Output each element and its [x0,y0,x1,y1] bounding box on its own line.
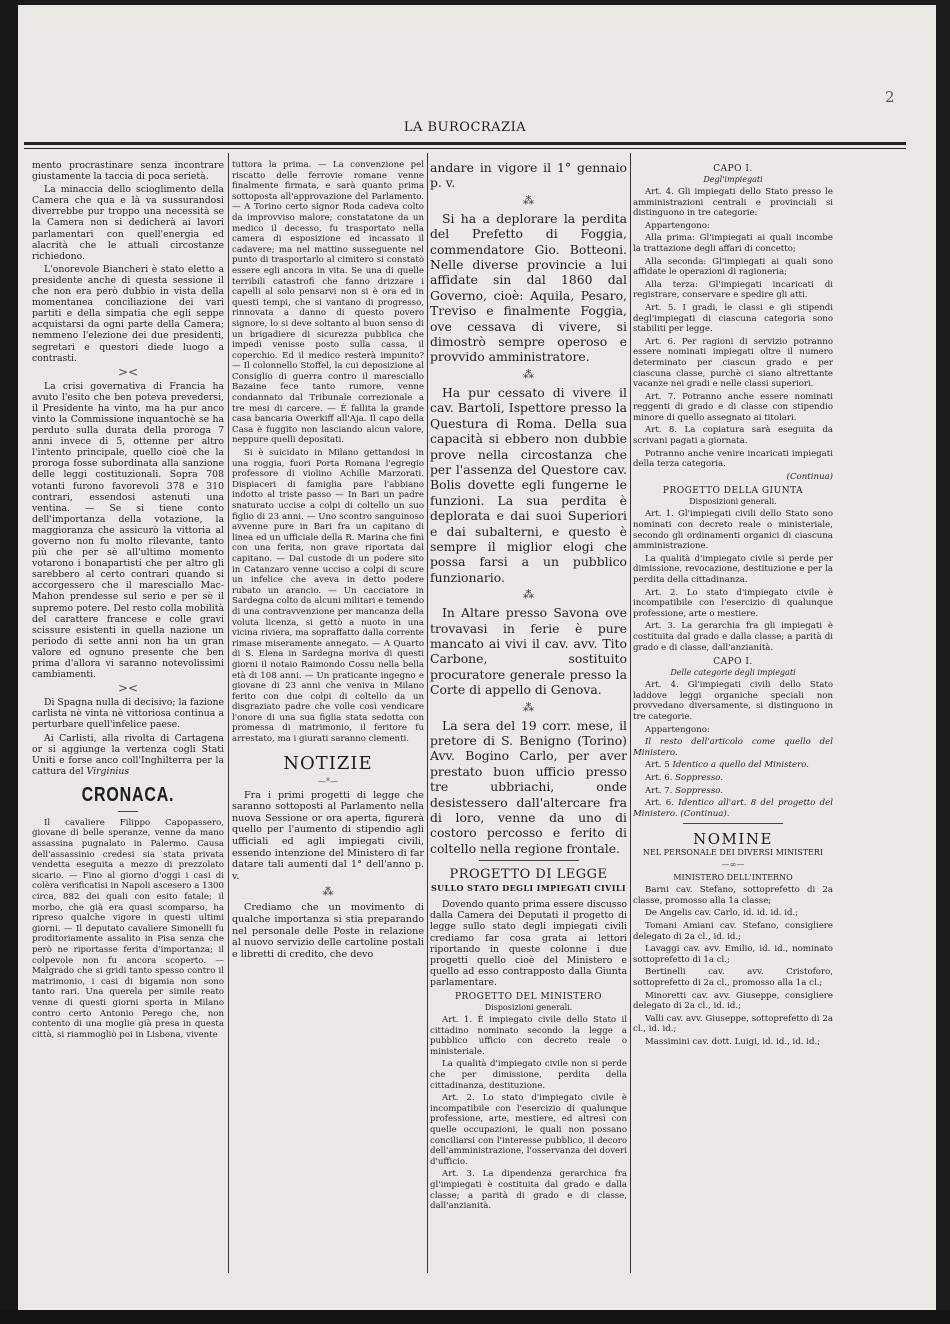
paragraph: Si è suicidato in Milano gettandosi in una roggia, fuori Porta Romana l'egregio professore di violino Achille Marzorati. Dispiaceri di famiglia pare l'abbiano indotto al triste passo — In Bari un padre snaturato uccise a colpi di coltello un suo figlio di 23 anni. — Uno scontro sanguinoso avvenne pure in Bari fra un capitano di linea ed un ufficiale della R. Marina che finì con una ferita, non grave riportata dal capitano. — Dal custode di un podere sito in Catanzaro venne ucciso a colpi di scure un infelice che aveva in detto podere rubato un arancio. — Un cacciatore in Sardegna colto da alcuni militari e temendo di una contravvenzione per mancanza della voluta licenza, si gettò a nuoto in una vicina riviera, ma sopraffatto dalla corrente rimase miseramente annegato. — A Quarto di S. Elena in Sardegna moriva di questi giorni il notaio Raimondo Cossu nella bella età di 108 anni. — Un praticante ingegno e giovane di 23 anni che veniva in Milano ferito con due colpi di coltello da un disgraziato padre che volle così vendicare l'onore di una sua figlia stata sedotta con promessa di matrimonio, il feritore fu arrestato, ma i giurati saranno clementi. [232,448,424,745]
article-note: Soppresso. [675,785,724,796]
scan-border-bottom [0,1310,950,1324]
paragraph: In Altare presso Savona ove trovavasi in ferie è pure mancato ai vivi il cav. avv. Tito Carbone, sostituito procuratore generale presso la Corte di appello di Genova. [430,605,627,698]
article: Il resto dell'articolo come quello del Ministero. [633,737,833,758]
appointment-entry: Minoretti cav. avv. Giuseppe, consigliere delegato di 2a cl., id. id.; [633,990,833,1012]
appointment-entry: Barni cav. Stefano, sottoprefetto di 2a classe, promosso alla 1a classe; [633,885,833,906]
section-title-nomine: NOMINE [693,830,773,849]
ornament-rule [118,811,138,812]
column-separator [228,153,229,1273]
scan-border-right [936,0,950,1324]
article-number: Art. 7. [645,785,673,796]
paragraph: La crisi governativa di Francia ha avuto l'esito che ben poteva prevedersi, il Presidente ha vinto, ma ha pur anco vinto la Commissione inquantochè se ha perduto sulla durata della proroga 7 anni invece di 5, ottenne per altro l'intento principale, quello cioè che la proroga fosse subordinata alla sanzione delle leggi costituzionali. Sopra 708 votanti furono favorevoli 378 e 310 contrari, essendosi astenuti una ventina. — Se si tiene conto dell'importanza della votazione, la maggioranza che assicurò la vittoria al governo non fu molto rilevante, tanto più che per sè all'ultimo momento votarono i bonapartisti che per altro gli sarebbero al certo contrari quando si accorgessero che il maresciallo Mac-Mahon prendesse sul serio e per sè il supremo potere. Del resto colla mobilità del carattere francese e colle gravi scissure esistenti in quella nazione un periodo di sette anni non ha un gran valore ed ognuno presente che ben prima d'allora vi saranno notevolissimi cambiamenti. [32,380,224,681]
paragraph: andare in vigore il 1° gennaio p. v. [430,160,627,191]
scan-border-left [0,0,18,1324]
column-3 [430,160,627,1214]
column-2 [232,160,424,962]
continued-note: (Continua). [680,808,730,819]
paragraph [32,733,224,777]
appointment-entry: Valli cav. avv. Giuseppe, sottoprefetto di 2a cl., id. id.; [633,1013,833,1035]
ministry-project-title: PROGETTO DEL MINISTERO [454,992,603,1002]
article: Art. 6. Per ragioni di servizio potranno essere nominati impiegati oltre il numero determinato per ciascun grado e per ciascuna classe, purchè ci siano altrettante vacanze nei gradi e nelle classi superiori. [633,336,833,390]
appointment-entry: Bertinelli cav. avv. Cristoforo, sottoprefetto di 2a cl., promosso alla 1a cl.; [633,967,833,989]
article-note: Identico a quello del Ministero. [672,760,809,771]
article: Potranno anche venire incaricati impiegati della terza categoria. [633,448,833,470]
article: Art. 3. La gerarchia fra gli impiegati è costituita dal grado e dalla classe; a parità di grado e di classe, dall'anzianità. [633,621,833,653]
asterism: ⁂ [523,367,534,381]
article: Art. 5. I gradi, le classi e gli stipendi degl'impiegati di ciascuna categoria sono stabiliti per legge. [633,302,833,335]
paragraph: Il cavaliere Filippo Capopassero, giovane di belle speranze, venne da mano assassina pugnalato in Palermo. Causa dell'assassinio credesi sia stata privata vendetta eseguita a mezzo di prezzolato sicario. — Fino al giorno d'oggi i casi di colèra verificatisi in Napoli ascesero a 1300 circa, 882 dei quali con esito fatale; il morbo, che già era quasi scomparso, ha ripreso qualche vigore in questi ultimi giorni. — Il deputato cavaliere Simonelli fu proditoriamente assalito in Pisa senza che però ne riportasse ferita d'importanza; il colpevole non fu ancora scoperto. — Malgrado che si gridi tanto spesso contro il matrimonio, i casi di bigamia non sono tanto rari. Una querela per simile reato venne di questi giorni sporta in Milano contro certo Antonio Perego che, non contento di una moglie già presa in questa città, si riammogliò poi in Lisbona, vivente [32,817,224,1040]
header-rule-thin [24,148,906,149]
appointment-entry: Tomani Amiani cav. Stefano, consigliere delegato di 2a cl., id. id.; [633,921,833,942]
paragraph: tuttora la prima. — La convenzione pel riscatto delle ferrovie romane venne finalmente firmata, e sarà quanto prima sottoposta all'approvazione del Parlamento. — A Torino certo signor Roda cadeva colto da improvviso malore; constatatone da un medico il decesso, fu trasportato nella camera di esposizione ed incassato il cadavere; ma nel mattino susseguente nel punto di trasportarlo al cimitero si constatò essere egli ancora in vita. Se una di quelle terribili catastrofi che fanno drizzare i capelli al solo pensarvi non si è ora ed in questi tempi, che si vantano di progresso, rinnovata a danno di questo povero signore, lo si deve soltanto al buon senso di un brigadiere di sicurezza pubblica che impedì venisse posto sulla cassa, il coperchio. Ed il medico resterà impunito? — Il colonnello Stoffel, la cui deposizione al Consiglio di guerra contro il maresciallo Bazaine fece tanto rumore, venne condannato dal Tribunale correzionale a tre mesi di carcere. — È fallita la grande casa bancaria Owerkiff all'Aja. Il capo della Casa è fuggito non lasciando alcun valore, neppure quelli depositati. [232,160,424,446]
law-subtitle: SULLO STATO DEGLI IMPIEGATI CIVILI [430,883,627,894]
ornament: —*— [318,776,338,786]
article [633,786,833,797]
asterism: ⁂ [523,588,534,602]
ship-name: Virginius [86,765,130,777]
asterism: ⁂ [523,193,534,207]
paragraph: Si ha a deplorare la perdita del Prefetto di Foggia, commendatore Gio. Botteoni. Nelle diverse provincie a lui affidate sin dal 1860 dal Governo, cioè: Aquila, Pesaro, Treviso e finalmente Foggia, ove cessava di vivere, si dimostrò sempre operoso e provvido amministratore. [430,210,627,365]
article: Art. 2. Lo stato d'impiegato civile è incompatibile con l'esercizio di qualunque professione, arte o mestiere. [633,587,833,619]
paragraph: Ha pur cessato di vivere il cav. Bartoli, Ispettore presso la Questura di Roma. Della sua capacità si ebbero non dubbie prove nella circostanza che per l'assenza del Questore cav. Bolis dovette egli fungerne le funzioni. La sua perdita è deplorata e dai suoi Superiori e dai subalterni, e questo è sempre il miglior elogi che possa farsi a un pubblico funzionario. [430,384,627,585]
article: Art. 8. La copiatura sarà eseguita da scrivani pagati a giornata. [633,425,833,447]
chapter-heading: CAPO I. [713,164,753,174]
article [633,773,833,784]
column-separator [427,153,428,1273]
article: Art. 7. Potranno anche essere nominati reggenti di grado e di classe con stipendio minore di quello assegnato ai titolari. [633,391,833,423]
article: Art. 4. Gl'impiegati civili dello Stato laddove leggi organiche speciali non provvedano diversamente, si distinguono in tre categorie. [633,680,833,722]
paragraph: mento procrastinare senza incontrare giustamente la taccia di poca serietà. [32,160,224,183]
column-4 [633,160,833,1050]
giunta-project-title: PROGETTO DELLA GIUNTA [662,486,804,497]
article-note: Soppresso. [675,772,724,783]
appointment-entry: De Angelis cav. Carlo, id. id. id. id.; [645,908,799,919]
continued-note: (Continua) [786,471,833,482]
article [633,760,833,771]
header-rule-thick [24,142,906,145]
section-separator: >< [117,681,139,696]
chapter-subheading: Delle categorie degli impiegati [670,668,796,678]
article: Alla terza: Gl'impiegati incaricati di registrare, conservare e spedire gli atti. [633,279,833,301]
article: Art. 2. Lo stato d'impiegato civile è incompatibile con l'esercizio di qualunque professione, arte, mestiere, ed altresì con quelle occupazioni, le quali non possano conciliarsi con l'interesse pubblico, il decoro dell'amministrazione, l'osservanza dei doveri d'ufficio. [430,1093,627,1167]
column-separator [630,153,631,1273]
nomine-subtitle: NEL PERSONALE DEI DIVERSI MINISTERI [642,848,824,858]
ornament-rule [683,823,783,824]
article: Appartengono: [645,220,710,231]
appointment-entry: Lavaggi cav. avv. Emilio, id. id., nominato sottoprefetto di 1a cl.; [633,944,833,965]
article-number: Art. 6. [645,772,673,783]
appointment-entry: Massimini cav. dott. Luigi, id. id., id. id.; [645,1037,821,1047]
asterism: ⁂ [322,885,334,899]
article: Art. 1. Gl'impiegati civili dello Stato sono nominati con decreto reale o ministeriale, secondo gli ordinamenti organici di ciascuna amministrazione. [633,509,833,552]
law-title: PROGETTO DI LEGGE [449,867,608,883]
article [633,798,833,819]
ornament-rule [479,860,579,861]
article: La qualità d'impiegato civile si perde per dimissione, revocazione, destituzione e per la perdita della cittadinanza. [633,553,833,585]
subsection-heading: Disposizioni generali. [689,497,777,507]
article: Alla seconda: Gl'impiegati ai quali sono affidate le operazioni di ragioneria; [633,256,833,278]
subsection-heading: Disposizioni generali. [484,1003,573,1012]
paragraph: L'onorevole Biancheri è stato eletto a presidente anche di questa sessione il che non era però dubbio in vista della momentanea conciliazione dei vari partiti e della simpatia che egli seppe acquistarsi da ogni parte della Camera; nemmeno l'elezione dei due presidenti, segretari e questori diede luogo a contrasti. [32,263,224,364]
paragraph: La sera del 19 corr. mese, il pretore di S. Benigno (Torino) Avv. Bogino Carlo, per aver prestato buon ufficio presso tre ubbriachi, onde desistessero dall'altercare fra di loro, venne da uno di costoro percosso e ferito di coltello nella regione frontale. [430,717,627,856]
section-separator: >< [117,364,139,379]
ministry-heading: MINISTERO DELL'INTERNO [673,873,793,883]
article: Art. 3. La dipendenza gerarchica fra gl'impiegati è costituita dal grado e dalla classe; a parità di grado e di classe, dall'anzianità. [430,1169,627,1212]
article: La qualità d'impiegato civile non si perde che per dimissione, perdita della cittadinanza, destituzione. [430,1059,627,1091]
chapter-heading: CAPO I. [713,657,753,668]
article-number: Art. 6. [645,798,674,809]
article-number: Art. 5 [645,760,670,771]
paragraph: Di Spagna nulla di decisivo; la fazione carlista nè vinta nè vittoriosa continua a perturbare quell'infelice paese. [32,697,224,731]
paragraph: La minaccia dello scioglimento della Camera che qua e là va sussurandosi diverrebbe pur troppo una necessità se la Camera non si dedicherà ai lavori parlamentari con quell'energia ed alacrità che le attuali circostanze richiedono. [32,184,224,262]
article-note: Identico all'art. 8 del progetto del Ministero. [633,798,833,819]
article: Art. 1. È impiegato civile dello Stato il cittadino nominato secondo la legge a pubblico ufficio con decreto reale o ministeriale. [430,1015,627,1057]
paragraph: Fra i primi progetti di legge che saranno sottoposti al Parlamento nella nuova Sessione or ora aperta, figurerà quello per l'aumento di stipendio agli ufficiali ed agli impiegati civili, essendo intenzione del Ministero di far datare tali aumenti dal 1° dell'anno p. v. [232,789,424,882]
page-number-mark: 2 [885,88,895,106]
section-title-cronaca: CRONACA. [81,783,175,806]
article: Appartengono: [645,724,710,735]
paragraph: Crediamo che un movimento di qualche importanza si stia preparando nel personale delle Poste in relazione al nuovo servizio delle cartoline postali e libretti di credito, che devo [232,902,424,960]
running-header: LA BUROCRAZIA [403,120,527,135]
paragraph-text: Ai Carlisti, alla rivolta di Cartagena or si aggiunge la vertenza cogli Stati Uniti e forse anco coll'Inghilterra per la cattura del [32,732,224,777]
section-title-notizie: NOTIZIE [283,752,373,774]
ornament: —∞— [721,860,745,870]
article: Art. 4. Gli impiegati dello Stato presso le amministrazioni centrali e provinciali si distinguono in tre categorie: [633,187,833,219]
asterism: ⁂ [523,700,534,714]
scan-border-top [0,0,950,5]
article: Alla prima: Gl'impiegati ai quali incombe la trattazione degli affari di concetto; [633,233,833,254]
column-1 [32,160,224,1042]
chapter-subheading: Degl'impiegati [703,175,763,184]
paragraph: Dovendo quanto prima essere discusso dalla Camera dei Deputati il progetto di legge sullo stato degli impiegati civili crediamo far cosa grata ai lettori riportando in queste colonne i due progetti quello cioè del Ministero e quello ad esso contrapposto dalla Giunta parlamentare. [430,899,627,988]
